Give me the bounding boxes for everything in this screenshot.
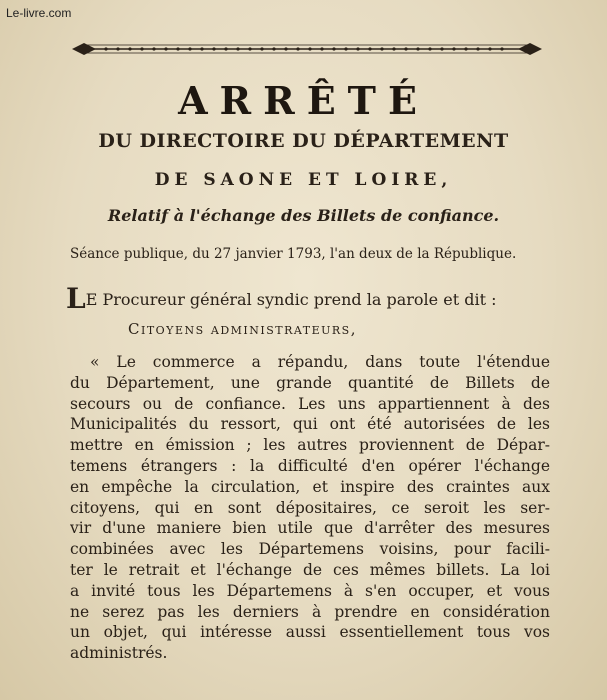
body-line: vir d'une maniere bien utile que d'arrêter des mesures <box>70 519 550 538</box>
document-title: ARRÊTÉ <box>178 78 429 123</box>
opening-text: E Procureur général syndic prend la parole et dit : <box>85 290 497 309</box>
body-line: a invité tous les Départemens à s'en occuper, et vous <box>70 581 550 600</box>
ornamental-rule <box>72 38 542 60</box>
body-line: administrés. <box>70 644 168 663</box>
body-line: combinées avec les Départemens voisins, pour facili- <box>70 540 550 559</box>
watermark: Le-livre.com <box>6 6 72 20</box>
salutation: Citoyens administrateurs, <box>128 320 357 338</box>
body-text <box>70 352 550 664</box>
body-line: ter le retrait et l'échange de ces mêmes billets. La loi <box>70 560 550 579</box>
body-line: mettre en émission ; les autres proviennent de Dépar- <box>70 436 550 455</box>
body-line: un objet, qui intéresse aussi essentiellement tous vos <box>70 623 550 642</box>
body-line: ne serez pas les derniers à prendre en considération <box>70 602 550 621</box>
body-line: secours ou de confiance. Les uns appartiennent à des <box>70 394 550 413</box>
department-line: DE SAONE ET LOIRE, <box>154 170 453 190</box>
body-line: citoyens, qui en sont dépositaires, ce seroit les ser- <box>70 498 550 517</box>
session-date-line: Séance publique, du 27 janvier 1793, l'an deux de la République. <box>70 246 517 262</box>
body-line: « Le commerce a répandu, dans toute l'étendue <box>90 353 550 371</box>
subject-line: Relatif à l'échange des Billets de confiance. <box>107 206 500 225</box>
body-line: Municipalités du ressort, qui ont été autorisées de les <box>70 415 550 434</box>
body-line: en empêche la circulation, et inspire des craintes aux <box>70 477 550 496</box>
opening-paragraph <box>66 282 546 315</box>
drop-cap: L <box>66 282 86 315</box>
issuer-line: DU DIRECTOIRE DU DÉPARTEMENT <box>98 130 509 152</box>
body-line: temens étrangers : la difficulté d'en opérer l'échange <box>70 456 550 475</box>
body-line: du Département, une grande quantité de Billets de <box>70 373 550 392</box>
